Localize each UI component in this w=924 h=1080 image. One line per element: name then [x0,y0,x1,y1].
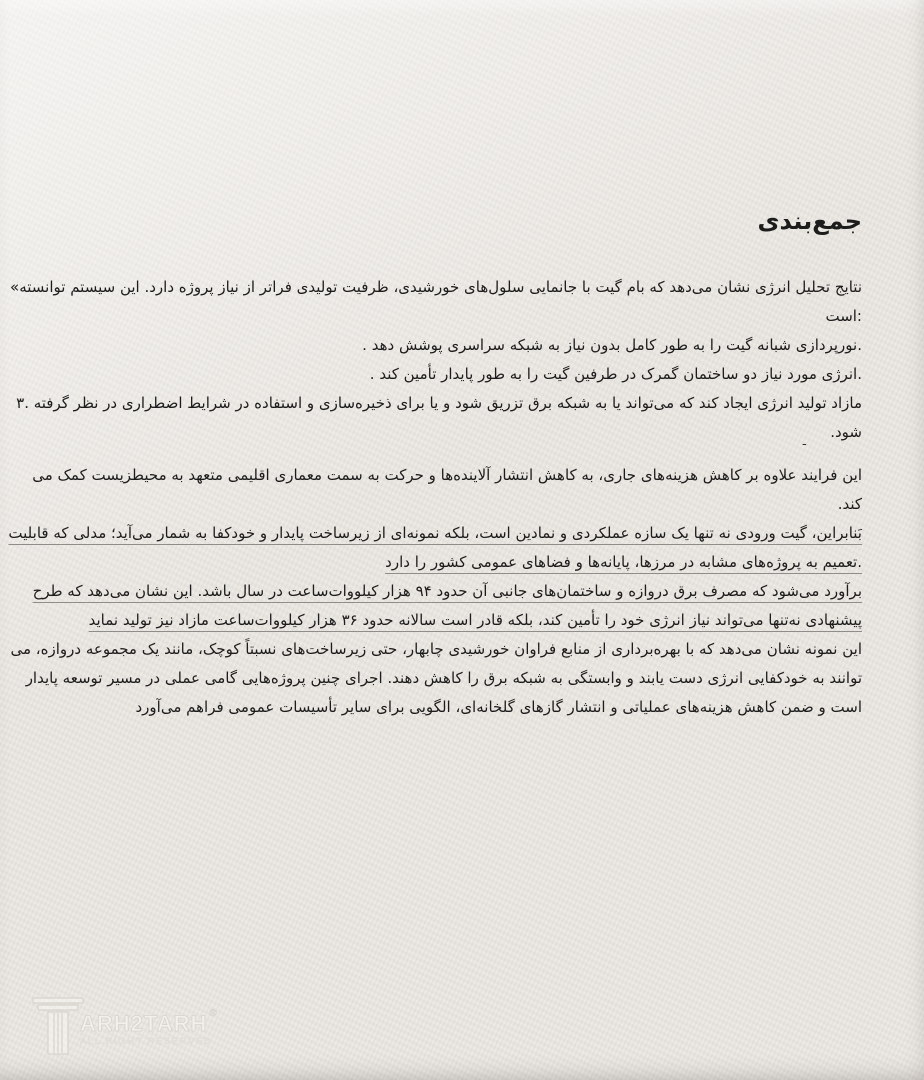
paragraph-closing [10,635,862,722]
text-line: است و ضمن کاهش هزینه‌های عملیاتی و انتشار گازهای گلخانه‌ای، الگویی برای سایر تأسیسات عمومی فراهم می‌آورد [135,698,862,716]
text-line: نتایج تحلیل انرژی نشان می‌دهد که بام گیت با جانمایی سلول‌های خورشیدی، ظرفیت تولیدی فراتر از نیاز پروژه دارد. این سیستم توانسته» [10,278,862,296]
text-line: :است [825,307,862,325]
registered-mark-icon: ® [209,1008,217,1019]
column-t-logo-icon [30,996,86,1056]
text-line: مازاد تولید انرژی ایجاد کند که می‌تواند یا به شبکه برق تزریق شود و یا برای ذخیره‌سازی و استفاده در شرایط اضطراری در نظر گرفته .۳ [16,394,862,412]
text-line: .نورپردازی شبانه گیت را به طور کامل بدون نیاز به شبکه سراسری پوشش دهد . [362,336,862,354]
text-line: توانند به خودکفایی انرژی دست یابند و وابستگی به شبکه برق را کاهش دهند. اجرای چنین پروژه‌هایی گامی عملی در مسیر توسعه پایدار [25,669,862,687]
text-line: برآورد می‌شود که مصرف برق دروازه و ساختمان‌های جانبی آن حدود ۹۴ هزار کیلووات‌ساعت در سال باشد. این نشان می‌دهد که طرح [32,582,862,600]
text-line: شود. [830,423,862,441]
text-line: این نمونه نشان می‌دهد که با بهره‌برداری از منابع فراوان خورشیدی چابهار، حتی زیرساخت‌های نسبتاً کوچک، مانند یک مجموعه دروازه، می [10,640,862,658]
text-line: بَنابراین، گیت ورودی نه تنها یک سازه عملکردی و نمادین است، بلکه نمونه‌ای از زیرساخت پایدار و خودکفا به شمار می‌آید؛ مدلی که قابلیت [8,524,862,542]
stray-diacritic-mark: ـ [802,435,806,448]
paragraph-conclusion-underlined [8,519,862,577]
text-line: پیشنهادی نه‌تنها می‌تواند نیاز انرژی خود را تأمین کند، بلکه قادر است سالانه حدود ۳۶ هزار کیلووات‌ساعت مازاد نیز تولید نماید [88,611,862,629]
paragraph-environment [32,461,862,519]
paragraph-capabilities-list [16,331,862,448]
document-body [8,203,862,722]
text-line: کند. [837,495,862,513]
watermark-text [80,1008,217,1047]
rights-tagline: ALL RIGHT RESERVED [80,1036,213,1047]
text-line: این فرایند علاوه بر کاهش هزینه‌های جاری، به کاهش انتشار آلاینده‌ها و حرکت به سمت معماری اقلیمی متعهد به محیطزیست کمک می [32,466,862,484]
watermark [30,996,217,1056]
text-line: .تعمیم به پروژه‌های مشابه در مرزها، پایانه‌ها و فضاهای عمومی کشور را دارد [385,553,862,571]
summary-heading: جمع‌بندی [757,207,862,235]
brand-text: ARH2TARH [80,1011,208,1036]
text-line: .انرژی مورد نیاز دو ساختمان گمرک در طرفین گیت را به طور پایدار تأمین کند . [369,365,862,383]
paragraph-estimate-underlined [32,577,862,635]
paragraph-intro [10,273,862,331]
